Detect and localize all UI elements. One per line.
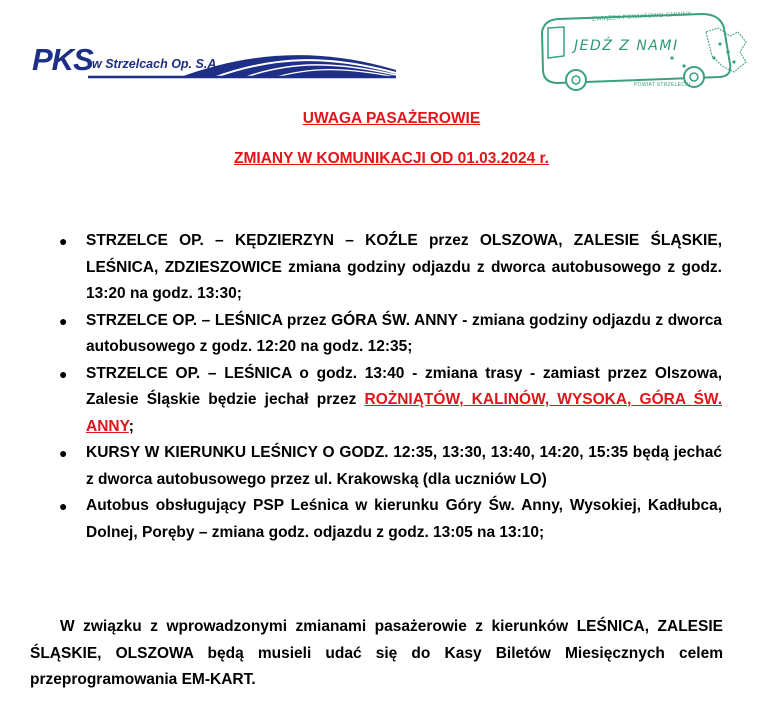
bullet-icon: ● xyxy=(59,312,68,329)
bullet-icon: ● xyxy=(59,233,68,249)
union-region-text: POWIAT STRZELECKI xyxy=(634,82,691,88)
union-slogan-text: JEDŹ Z NAMI xyxy=(574,38,679,54)
list-item-text: Autobus obsługujący PSP Leśnica w kierunku Góry Św. Anny, Wysokiej, Kadłubca, Dolnej, Poręby – zmiana godz. odjazdu z godz. 13:05 na 13:10; xyxy=(86,497,722,541)
pks-brand-text: PKS xyxy=(32,42,93,77)
list-item-text: STRZELCE OP. – LEŚNICA przez GÓRA ŚW. ANNY - zmiana godziny odjazdu z dworca autobusowego z godz. 12:20 na godz. 12:35; xyxy=(86,311,722,355)
list-item xyxy=(54,493,722,546)
notice-subtitle: ZMIANY W KOMUNIKACJI OD 01.03.2024 r. xyxy=(234,150,549,167)
list-item-text: STRZELCE OP. – LEŚNICA o godz. 13:40 - zmiana trasy - zamiast przez Olszowa, Zalesie Śląskie będzie jechał przez xyxy=(86,364,722,408)
pks-subtitle: w Strzelcach Op. S.A. xyxy=(92,57,220,71)
list-item-text-end: ; xyxy=(128,417,134,435)
list-item-text: STRZELCE OP. – KĘDZIERZYN – KOŹLE przez OLSZOWA, ZALESIE ŚLĄSKIE, LEŚNICA, ZDZIESZOWICE zmiana godziny odjazdu z dworca autobusowego z godz. 13:20 na godz. 13:30; xyxy=(86,232,722,302)
notice-title: UWAGA PASAŻEROWIE xyxy=(302,110,481,127)
list-item xyxy=(54,440,722,493)
union-bus-logo xyxy=(534,6,756,102)
bullet-icon: ● xyxy=(59,445,68,461)
list-item-text: KURSY W KIERUNKU LEŚNICY O GODZ. 12:35, 13:30, 13:40, 14:20, 15:35 będą jechać z dworca autobusowego przez ul. Krakowską (dla uczniów LO) xyxy=(86,444,722,488)
list-item xyxy=(54,361,722,441)
route-highlight: ROŻNIĄTÓW, KALINÓW, WYSOKA, GÓRA ŚW. ANNY xyxy=(86,391,722,435)
bullet-icon: ● xyxy=(59,365,68,382)
list-item xyxy=(54,228,722,308)
list-item xyxy=(54,308,722,361)
union-name-text: ZWIĄZEK POWIATOWO-GMINNY xyxy=(591,11,692,23)
changes-list xyxy=(54,228,722,546)
closing-paragraph: W związku z wprowadzonymi zmianami pasażerowie z kierunków LEŚNICA, ZALESIE ŚLĄSKIE, OLSZOWA będą musieli udać się do Kasy Biletów Miesięcznych celem przeprogramowania EM-KART. xyxy=(30,618,723,688)
pks-logo xyxy=(28,40,398,86)
bullet-icon: ● xyxy=(59,498,68,514)
